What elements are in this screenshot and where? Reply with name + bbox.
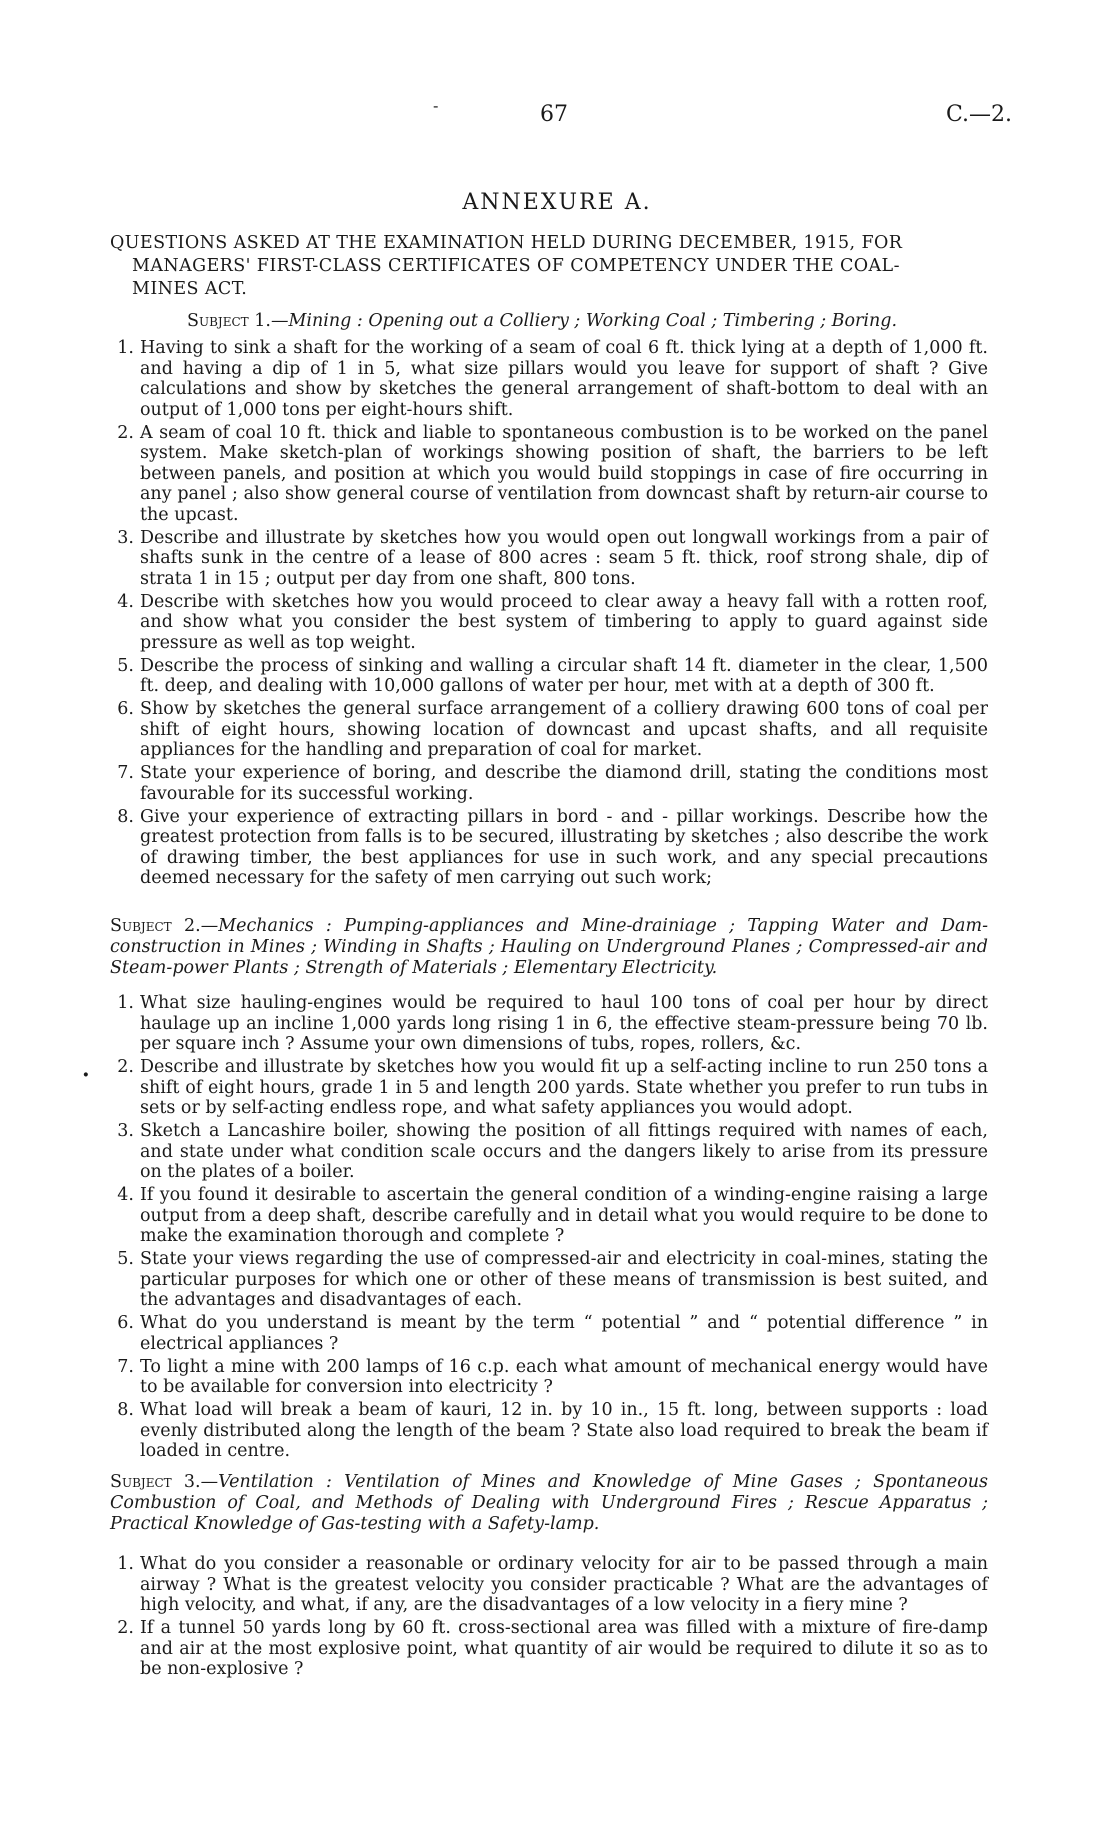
subject-1-questions — [110, 338, 988, 891]
question-item: 4. If you found it desirable to ascertain the general condition of a winding-engine raising a large output from a deep shaft, describe carefully and in detail what you would require to be done to make the examination thorough and complete ? — [117, 1185, 988, 1246]
subject-3-topics: —Ventilation : Ventilation of Mines and Knowledge of Mine Gases ; Spontaneous Combustion of Coal, and Methods of Dealing with Underground Fires ; Rescue Apparatus ; Practical Knowledge of Gas-testing with a Safety-lamp. — [110, 1472, 988, 1534]
section-heading — [110, 232, 998, 301]
question-item: 2. If a tunnel 50 yards long by 60 ft. cross-sectional area was filled with a mixture of fire-damp and air at the most explosive point, what quantity of air would be required to dilute it so as to be non-explosive ? — [117, 1618, 988, 1679]
question-item: 8. Give your experience of extracting pillars in bord - and - pillar workings. Describe how the greatest protection from falls is to be secured, illustrating by sketches ; also describe the work of drawing timber, the best appliances for use in such work, and any special precautions deemed necessary for the safety of men carrying out such work; — [117, 806, 988, 888]
document-reference: C.—2. — [946, 102, 1013, 127]
question-item: 3. Describe and illustrate by sketches how you would open out longwall workings from a pair of shafts sunk in the centre of a lease of 800 acres : seam 5 ft. thick, roof strong shale, dip of strata 1 in 15 ; output per day from one shaft, 800 tons. — [117, 527, 988, 589]
subject-3-questions — [110, 1554, 988, 1682]
question-item: 4. Describe with sketches how you would proceed to clear away a heavy fall with a rotten roof, and show what you consider the best system of timbering to apply to guard against side pressure as well as top weight. — [117, 591, 988, 653]
question-item: 3. Sketch a Lancashire boiler, showing the position of all fittings required with names of each, and state under what condition scale occurs and the dangers likely to arise from its pressure on the plates of a boiler. — [117, 1121, 988, 1182]
subject-2-topics: —Mechanics : Pumping-appliances and Mine-drainiage ; Tapping Water and Dam-construction in Mines ; Winding in Shafts ; Hauling on Underground Planes ; Compressed-air and Steam-power Plants ; Strength of Materials ; Elementary Electricity. — [110, 916, 988, 978]
question-item: 7. To light a mine with 200 lamps of 16 c.p. each what amount of mechanical energy would have to be available for conversion into electricity ? — [117, 1356, 988, 1397]
subject-3-label: Subject 3. — [110, 1472, 201, 1492]
question-item: 1. Having to sink a shaft for the working of a seam of coal 6 ft. thick lying at a depth of 1,000 ft. and having a dip of 1 in 5, what size pillars would you leave for support of shaft ? Give calculations and show by sketches the general arrangement of shaft-bottom to deal with an output of 1,000 tons per eight-hours shift. — [117, 338, 988, 420]
subject-2-title — [110, 916, 988, 979]
subject-1-label: Subject 1. — [187, 311, 271, 331]
question-item: 2. Describe and illustrate by sketches how you would fit up a self-acting incline to run 250 tons a shift of eight hours, grade 1 in 5 and length 200 yards. State whether you prefer to run tubs in sets or by self-acting endless rope, and what safety appliances you would adopt. — [117, 1057, 988, 1118]
subject-1-title — [187, 310, 987, 332]
question-item: 8. What load will break a beam of kauri, 12 in. by 10 in., 15 ft. long, between supports : load evenly distributed along the length of the beam ? State also load required to break the beam if loaded in centre. — [117, 1400, 988, 1461]
heading-line-2: MANAGERS' FIRST-CLASS CERTIFICATES OF COMPETENCY UNDER THE COAL- — [132, 256, 900, 276]
question-item: 6. Show by sketches the general surface arrangement of a colliery drawing 600 tons of coal per shift of eight hours, showing location of downcast and upcast shafts, and all requisite appliances for the handling and preparation of coal for market. — [117, 699, 988, 760]
page-number: 67 — [540, 102, 568, 127]
heading-line-1: QUESTIONS ASKED AT THE EXAMINATION HELD DURING DECEMBER, 1915, FOR — [110, 233, 903, 253]
question-item: 5. State your views regarding the use of compressed-air and electricity in coal-mines, stating the particular purposes for which one or other of these means of transmission is best suited, and the advantages and disadvantages of each. — [117, 1249, 988, 1310]
question-item: 7. State your experience of boring, and describe the diamond drill, stating the conditions most favourable for its successful working. — [117, 763, 988, 804]
question-item: 2. A seam of coal 10 ft. thick and liable to spontaneous combustion is to be worked on the panel system. Make sketch-plan of workings showing position of shaft, the barriers to be left between panels, and position at which you would build stoppings in case of fire occurring in any panel ; also show general course of ventilation from downcast shaft by return-air course to the upcast. — [117, 422, 988, 525]
heading-line-3: MINES ACT. — [132, 279, 248, 299]
question-item: 1. What size hauling-engines would be required to haul 100 tons of coal per hour by direct haulage up an incline 1,000 yards long rising 1 in 6, the effective steam-pressure being 70 lb. per square inch ? Assume your own dimensions of tubs, ropes, rollers, &c. — [117, 993, 988, 1054]
annex-title: ANNEXURE A. — [462, 190, 652, 215]
question-item: 6. What do you understand is meant by the term “ potential ” and “ potential difference ” in electrical appliances ? — [117, 1313, 988, 1354]
question-item: 1. What do you consider a reasonable or ordinary velocity for air to be passed through a main airway ? What is the greatest velocity you consider practicable ? What are the advantages of high velocity, and what, if any, are the disadvantages of a low velocity in a fiery mine ? — [117, 1554, 988, 1615]
subject-2-label: Subject 2. — [110, 916, 201, 936]
header-dash: - — [433, 96, 439, 115]
subject-2-questions — [110, 993, 988, 1464]
subject-1-topics: —Mining : Opening out a Colliery ; Working Coal ; Timbering ; Boring. — [270, 311, 898, 331]
ink-blot-mark: · — [82, 1062, 90, 1088]
subject-3-title — [110, 1472, 988, 1535]
question-item: 5. Describe the process of sinking and walling a circular shaft 14 ft. diameter in the clear, 1,500 ft. deep, and dealing with 10,000 gallons of water per hour, met with at a depth of 300 ft. — [117, 655, 988, 696]
